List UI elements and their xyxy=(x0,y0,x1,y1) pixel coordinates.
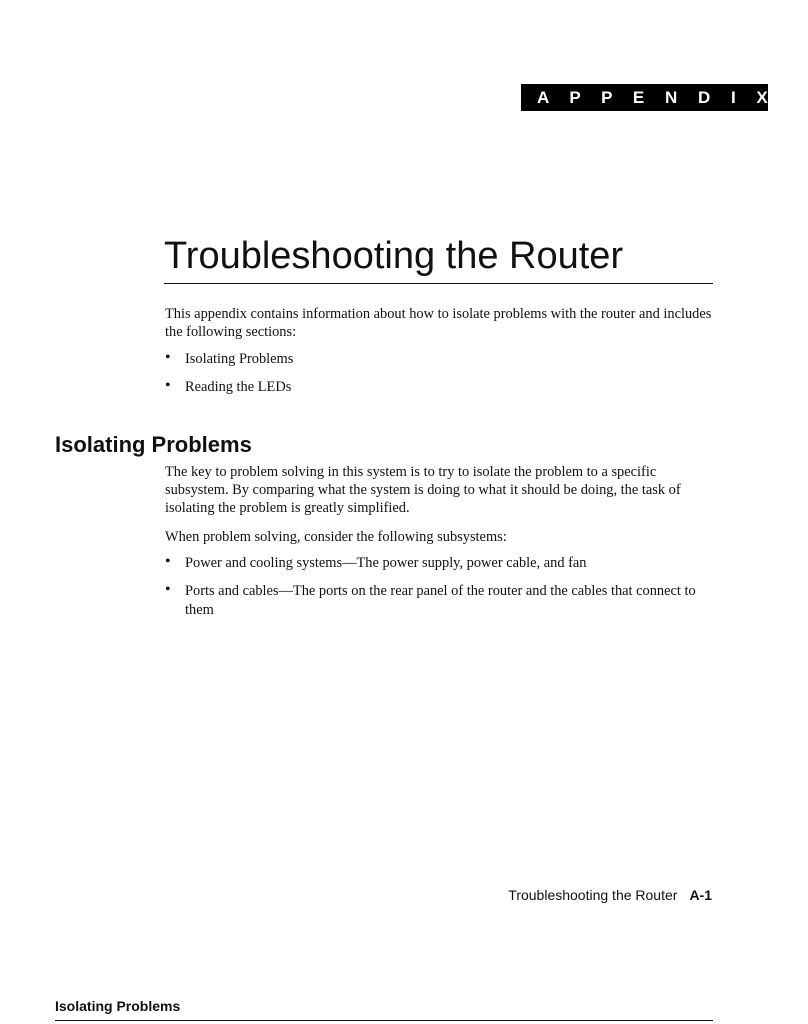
bullet-icon: • xyxy=(165,581,171,598)
list-item-text: Power and cooling systems—The power supply, power cable, and fan xyxy=(185,555,587,571)
list-item xyxy=(165,554,715,573)
running-header: Isolating Problems xyxy=(55,998,181,1014)
page-number: A-1 xyxy=(689,887,712,903)
section-paragraph: When problem solving, consider the following subsystems: xyxy=(165,529,507,545)
list-item xyxy=(165,582,715,620)
list-item xyxy=(165,378,715,397)
title-rule xyxy=(164,283,713,284)
list-item-text: Ports and cables—The ports on the rear panel of the router and the cables that connect to them xyxy=(185,583,696,618)
appendix-banner: A P P E N D I X A xyxy=(521,84,768,111)
list-item xyxy=(165,350,715,369)
page-footer xyxy=(508,886,712,904)
section-paragraph: The key to problem solving in this system is to try to isolate the problem to a specific subsystem. By comparing what the system is doing to what it should be doing, the task of isolating the problem is greatly simplified. xyxy=(165,464,681,516)
footer-title: Troubleshooting the Router xyxy=(508,887,678,903)
header-rule xyxy=(55,1020,713,1021)
intro-paragraph: This appendix contains information about how to isolate problems with the router and includes the following sections: xyxy=(165,306,712,340)
bullet-icon: • xyxy=(165,377,171,394)
list-item-text: Reading the LEDs xyxy=(185,379,292,395)
bullet-icon: • xyxy=(165,553,171,570)
section-heading: Isolating Problems xyxy=(55,432,252,457)
list-item-text: Isolating Problems xyxy=(185,351,294,367)
bullet-icon: • xyxy=(165,349,171,366)
chapter-title: Troubleshooting the Router xyxy=(164,235,624,277)
